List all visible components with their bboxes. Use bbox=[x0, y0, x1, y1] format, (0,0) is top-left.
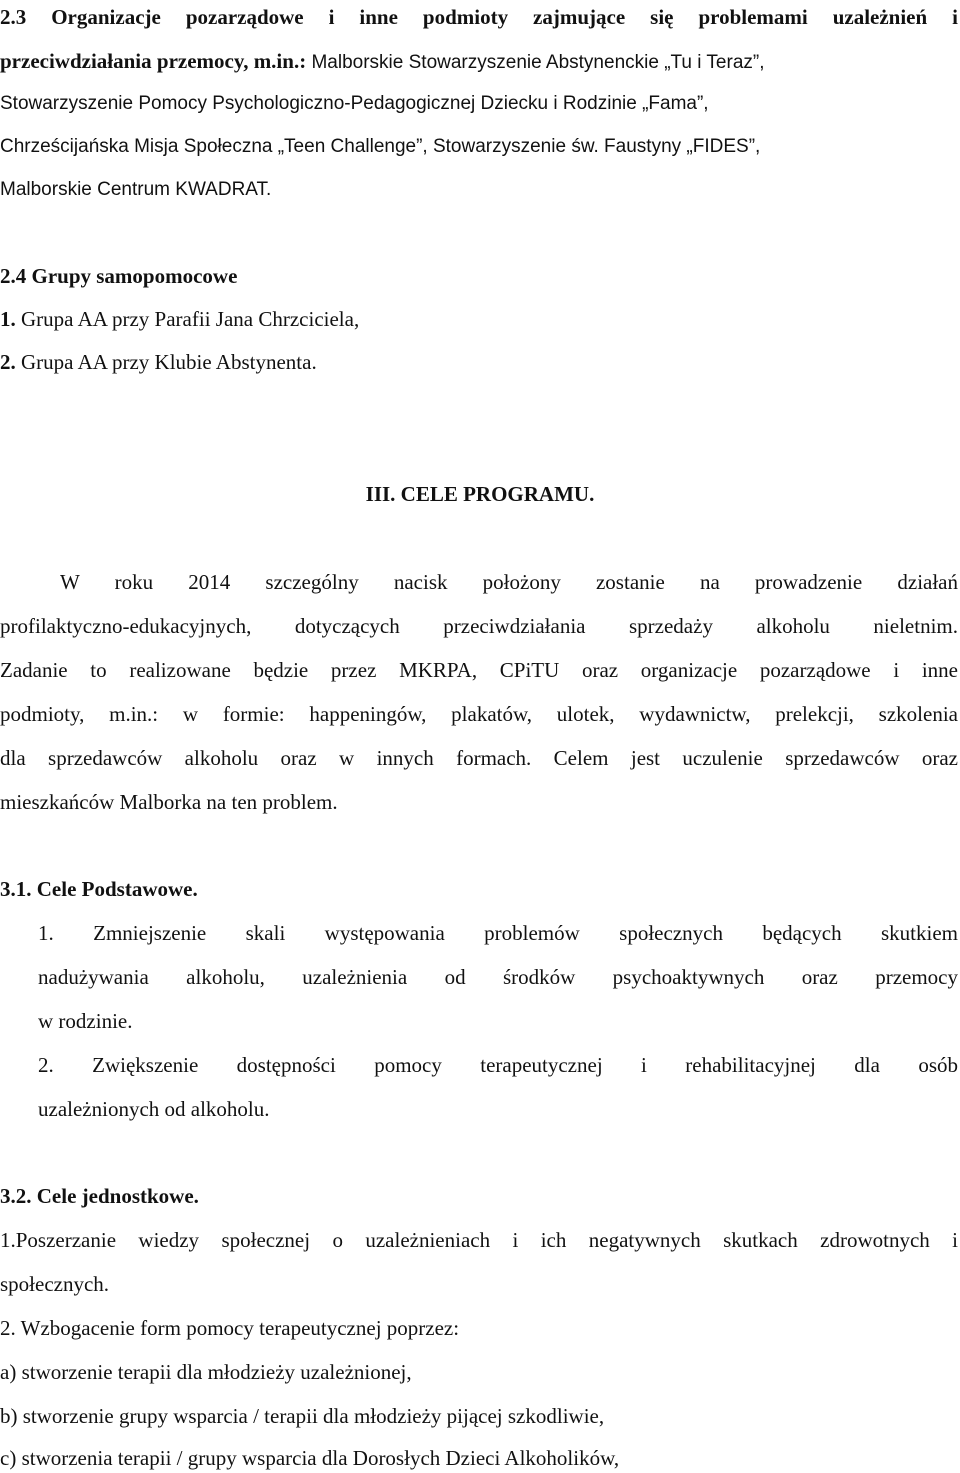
section-2-3-heading: 2.3 Organizacje pozarządowe i inne podmioty zajmujące się problemami uzależnień i bbox=[0, 5, 958, 29]
section-3-title: III. CELE PROGRAMU. bbox=[365, 482, 595, 506]
section-3-2-item-2: 2. Wzbogacenie form pomocy terapeutycznej poprzez: bbox=[0, 1316, 460, 1340]
section-2-3-line-2: Stowarzyszenie Pomocy Psychologiczno-Pedagogicznej Dziecku i Rodzinie „Fama”, bbox=[0, 93, 709, 114]
section-3-1-item-1-line: 1. Zmniejszenie skali występowania problemów społecznych będących skutkiem bbox=[38, 921, 958, 945]
section-2-4-heading: 2.4 Grupy samopomocowe bbox=[0, 264, 238, 288]
section-3-1-item-2-line: uzależnionych od alkoholu. bbox=[38, 1097, 270, 1121]
list-item-number: 1. bbox=[0, 307, 16, 331]
list-item-text: Grupa AA przy Klubie Abstynenta. bbox=[15, 350, 317, 374]
section-2-3-line-3: Chrześcijańska Misja Społeczna „Teen Challenge”, Stowarzyszenie św. Faustyny „FIDES”, bbox=[0, 136, 761, 157]
section-3-2-subitem: c) stworzenia terapii / grupy wsparcia dla Dorosłych Dzieci Alkoholików, bbox=[0, 1446, 620, 1470]
section-3-para-line: podmioty, m.in.: w formie: happeningów, plakatów, ulotek, wydawnictw, prelekcji, szkolenia bbox=[0, 702, 958, 726]
section-3-para-line: Zadanie to realizowane będzie przez MKRPA, CPiTU oraz organizacje pozarządowe i inne bbox=[0, 658, 958, 682]
section-3-para-line: W roku 2014 szczególny nacisk położony zostanie na prowadzenie działań bbox=[60, 570, 958, 594]
section-3-2-subitem: b) stworzenie grupy wsparcia / terapii dla młodzieży pijącej szkodliwie, bbox=[0, 1404, 605, 1428]
section-3-2-item-1-line: społecznych. bbox=[0, 1272, 110, 1296]
section-2-3-line-1 bbox=[0, 48, 765, 76]
section-3-2-subitem: a) stworzenie terapii dla młodzieży uzależnionej, bbox=[0, 1360, 412, 1384]
section-3-1-item-1-line: w rodzinie. bbox=[38, 1009, 133, 1033]
section-3-1-item-2-line: 2. Zwiększenie dostępności pomocy terapeutycznej i rehabilitacyjnej dla osób bbox=[38, 1053, 958, 1077]
section-3-2-heading: 3.2. Cele jednostkowe. bbox=[0, 1184, 199, 1208]
section-3-1-heading: 3.1. Cele Podstawowe. bbox=[0, 877, 198, 901]
section-3-1-item-1-line: nadużywania alkoholu, uzależnienia od środków psychoaktywnych oraz przemocy bbox=[38, 965, 958, 989]
list-item-number: 2. bbox=[0, 350, 16, 374]
section-2-3-line-1-rest: Malborskie Stowarzyszenie Abstynenckie „Tu i Teraz”, bbox=[306, 52, 765, 73]
list-item-text: Grupa AA przy Parafii Jana Chrzciciela, bbox=[15, 307, 360, 331]
section-3-para-line: mieszkańców Malborka na ten problem. bbox=[0, 790, 338, 814]
section-3-para-line: dla sprzedawców alkoholu oraz w innych formach. Celem jest uczulenie sprzedawców oraz bbox=[0, 746, 958, 770]
section-3-para-line: profilaktyczno-edukacyjnych, dotyczących przeciwdziałania sprzedaży alkoholu nieletnim. bbox=[0, 614, 958, 638]
list-item bbox=[0, 306, 359, 332]
section-3-2-item-1-line: 1.Poszerzanie wiedzy społecznej o uzależnieniach i ich negatywnych skutkach zdrowotnych i bbox=[0, 1228, 958, 1252]
section-2-3-heading-cont: przeciwdziałania przemocy, m.in.: bbox=[0, 49, 307, 73]
list-item bbox=[0, 349, 317, 375]
section-2-3-line-4: Malborskie Centrum KWADRAT. bbox=[0, 179, 272, 200]
